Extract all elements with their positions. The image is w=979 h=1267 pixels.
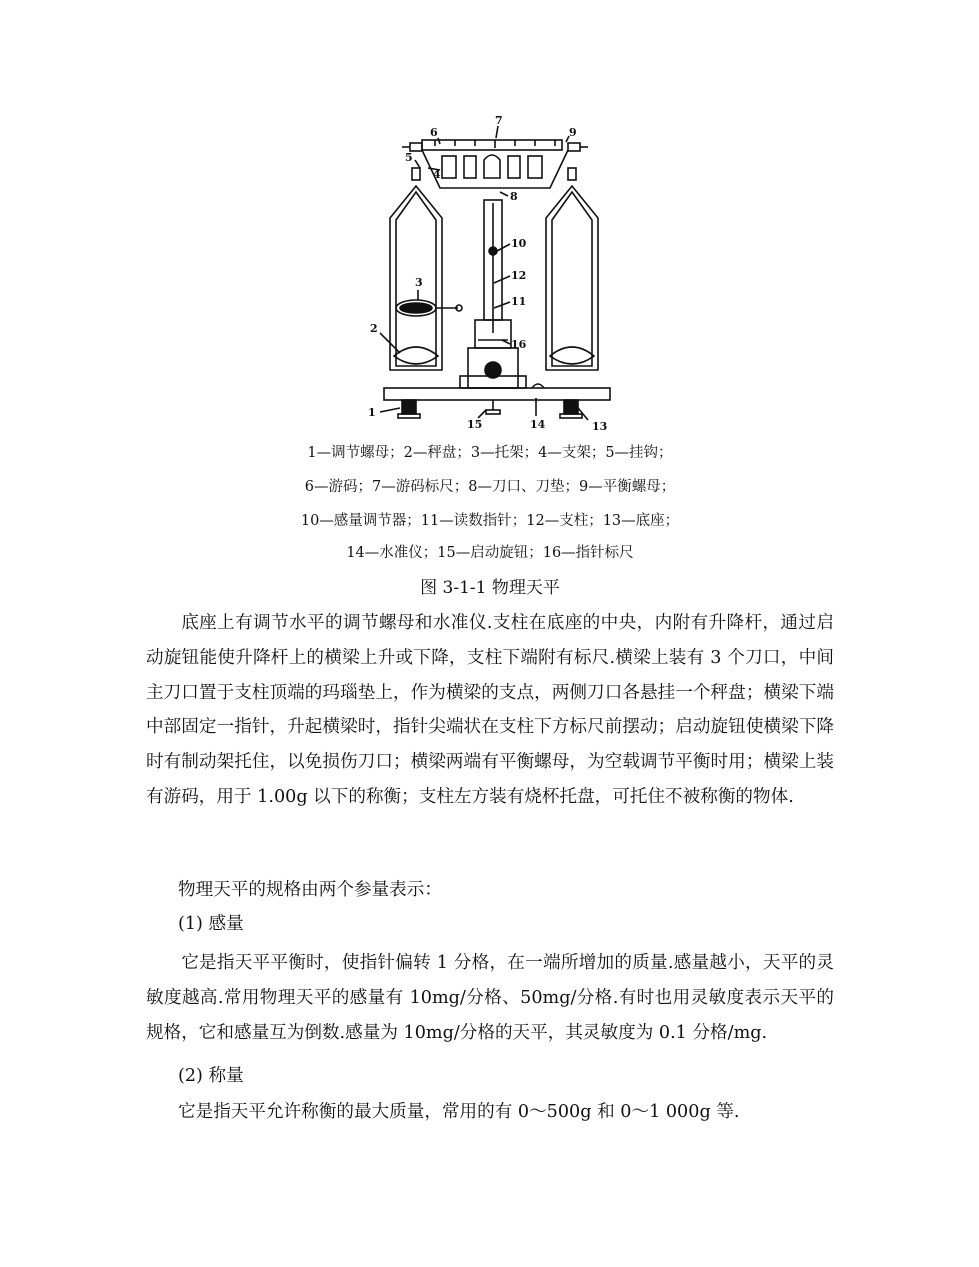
paragraph-description: 底座上有调节水平的调节螺母和水准仪.支柱在底座的中央，内附有升降杆，通过启动旋钮能使升降杆上的横梁上升或下降，支柱下端附有标尺.横梁上装有 3 个刀口，中间主刀口置于支柱顶端的玛瑙垫上，作为横梁的支点，两侧刀口各悬挂一个秤盘；横梁下端中部固定一指针，升起横梁时，指针尖端状在支柱下方标尺前摆动；启动旋钮使横梁下降时有制动架托住，以免损伤刀口；横梁两端有平衡螺母，为空载调节平衡时用；横梁上装有游码，用于 1.00g 以下的称衡；支柱左方装有烧杯托盘，可托住不被称衡的物体.: [146, 613, 834, 807]
label-15: 15: [467, 418, 483, 431]
heading-capacity: (2) 称量: [178, 1066, 244, 1086]
balance-figure: [360, 108, 630, 433]
level-nut-left: [402, 400, 416, 414]
legend-line-4: 14—水准仪；15—启动旋钮；16—指针标尺: [346, 545, 634, 561]
label-16: 16: [511, 338, 527, 351]
label-10: 10: [511, 237, 527, 250]
label-1: 1: [368, 406, 376, 419]
label-13: 13: [592, 420, 608, 433]
figure-caption: 图 3-1-1 物理天平: [420, 578, 560, 598]
paragraph-capacity: 它是指天平允许称衡的最大质量，常用的有 0～500g 和 0～1 000g 等.: [178, 1102, 740, 1122]
label-11: 11: [511, 295, 527, 308]
left-pan: [394, 347, 438, 364]
label-5: 5: [405, 151, 413, 164]
legend-line-3: 10—感量调节器；11—读数指针；12—支柱；13—底座；: [300, 513, 680, 529]
label-2: 2: [370, 322, 378, 335]
level-nut-right: [564, 400, 578, 414]
paragraph-sensitivity: 它是指天平平衡时，使指针偏转 1 分格，在一端所增加的质量.感量越小，天平的灵敏度越高.常用物理天平的感量有 10mg/分格、50mg/分格.有时也用灵敏度表示天平的规格，它和感量互为倒数.感量为 10mg/分格的天平，其灵敏度为 0.1 分格/mg.: [146, 953, 834, 1043]
rider-scale: [422, 140, 562, 150]
label-9: 9: [569, 126, 577, 139]
label-7: 7: [495, 114, 503, 127]
label-4: 4: [433, 168, 441, 181]
label-14: 14: [530, 418, 546, 431]
base: [384, 388, 610, 400]
label-12: 12: [511, 269, 527, 282]
label-8: 8: [510, 190, 518, 203]
label-6: 6: [430, 126, 438, 139]
heading-sensitivity: (1) 感量: [178, 914, 244, 934]
legend-line-2: 6—游码；7—游码标尺；8—刀口、刀垫；9—平衡螺母；: [304, 479, 676, 495]
legend-line-1: 1—调节螺母；2—秤盘；3—托架；4—支架；5—挂钩；: [307, 445, 673, 461]
label-3: 3: [415, 276, 423, 289]
right-pan: [550, 347, 594, 364]
paragraph-spec-intro: 物理天平的规格由两个参量表示：: [178, 880, 442, 900]
balance-diagram: [360, 108, 630, 433]
right-hanger: [546, 186, 598, 370]
